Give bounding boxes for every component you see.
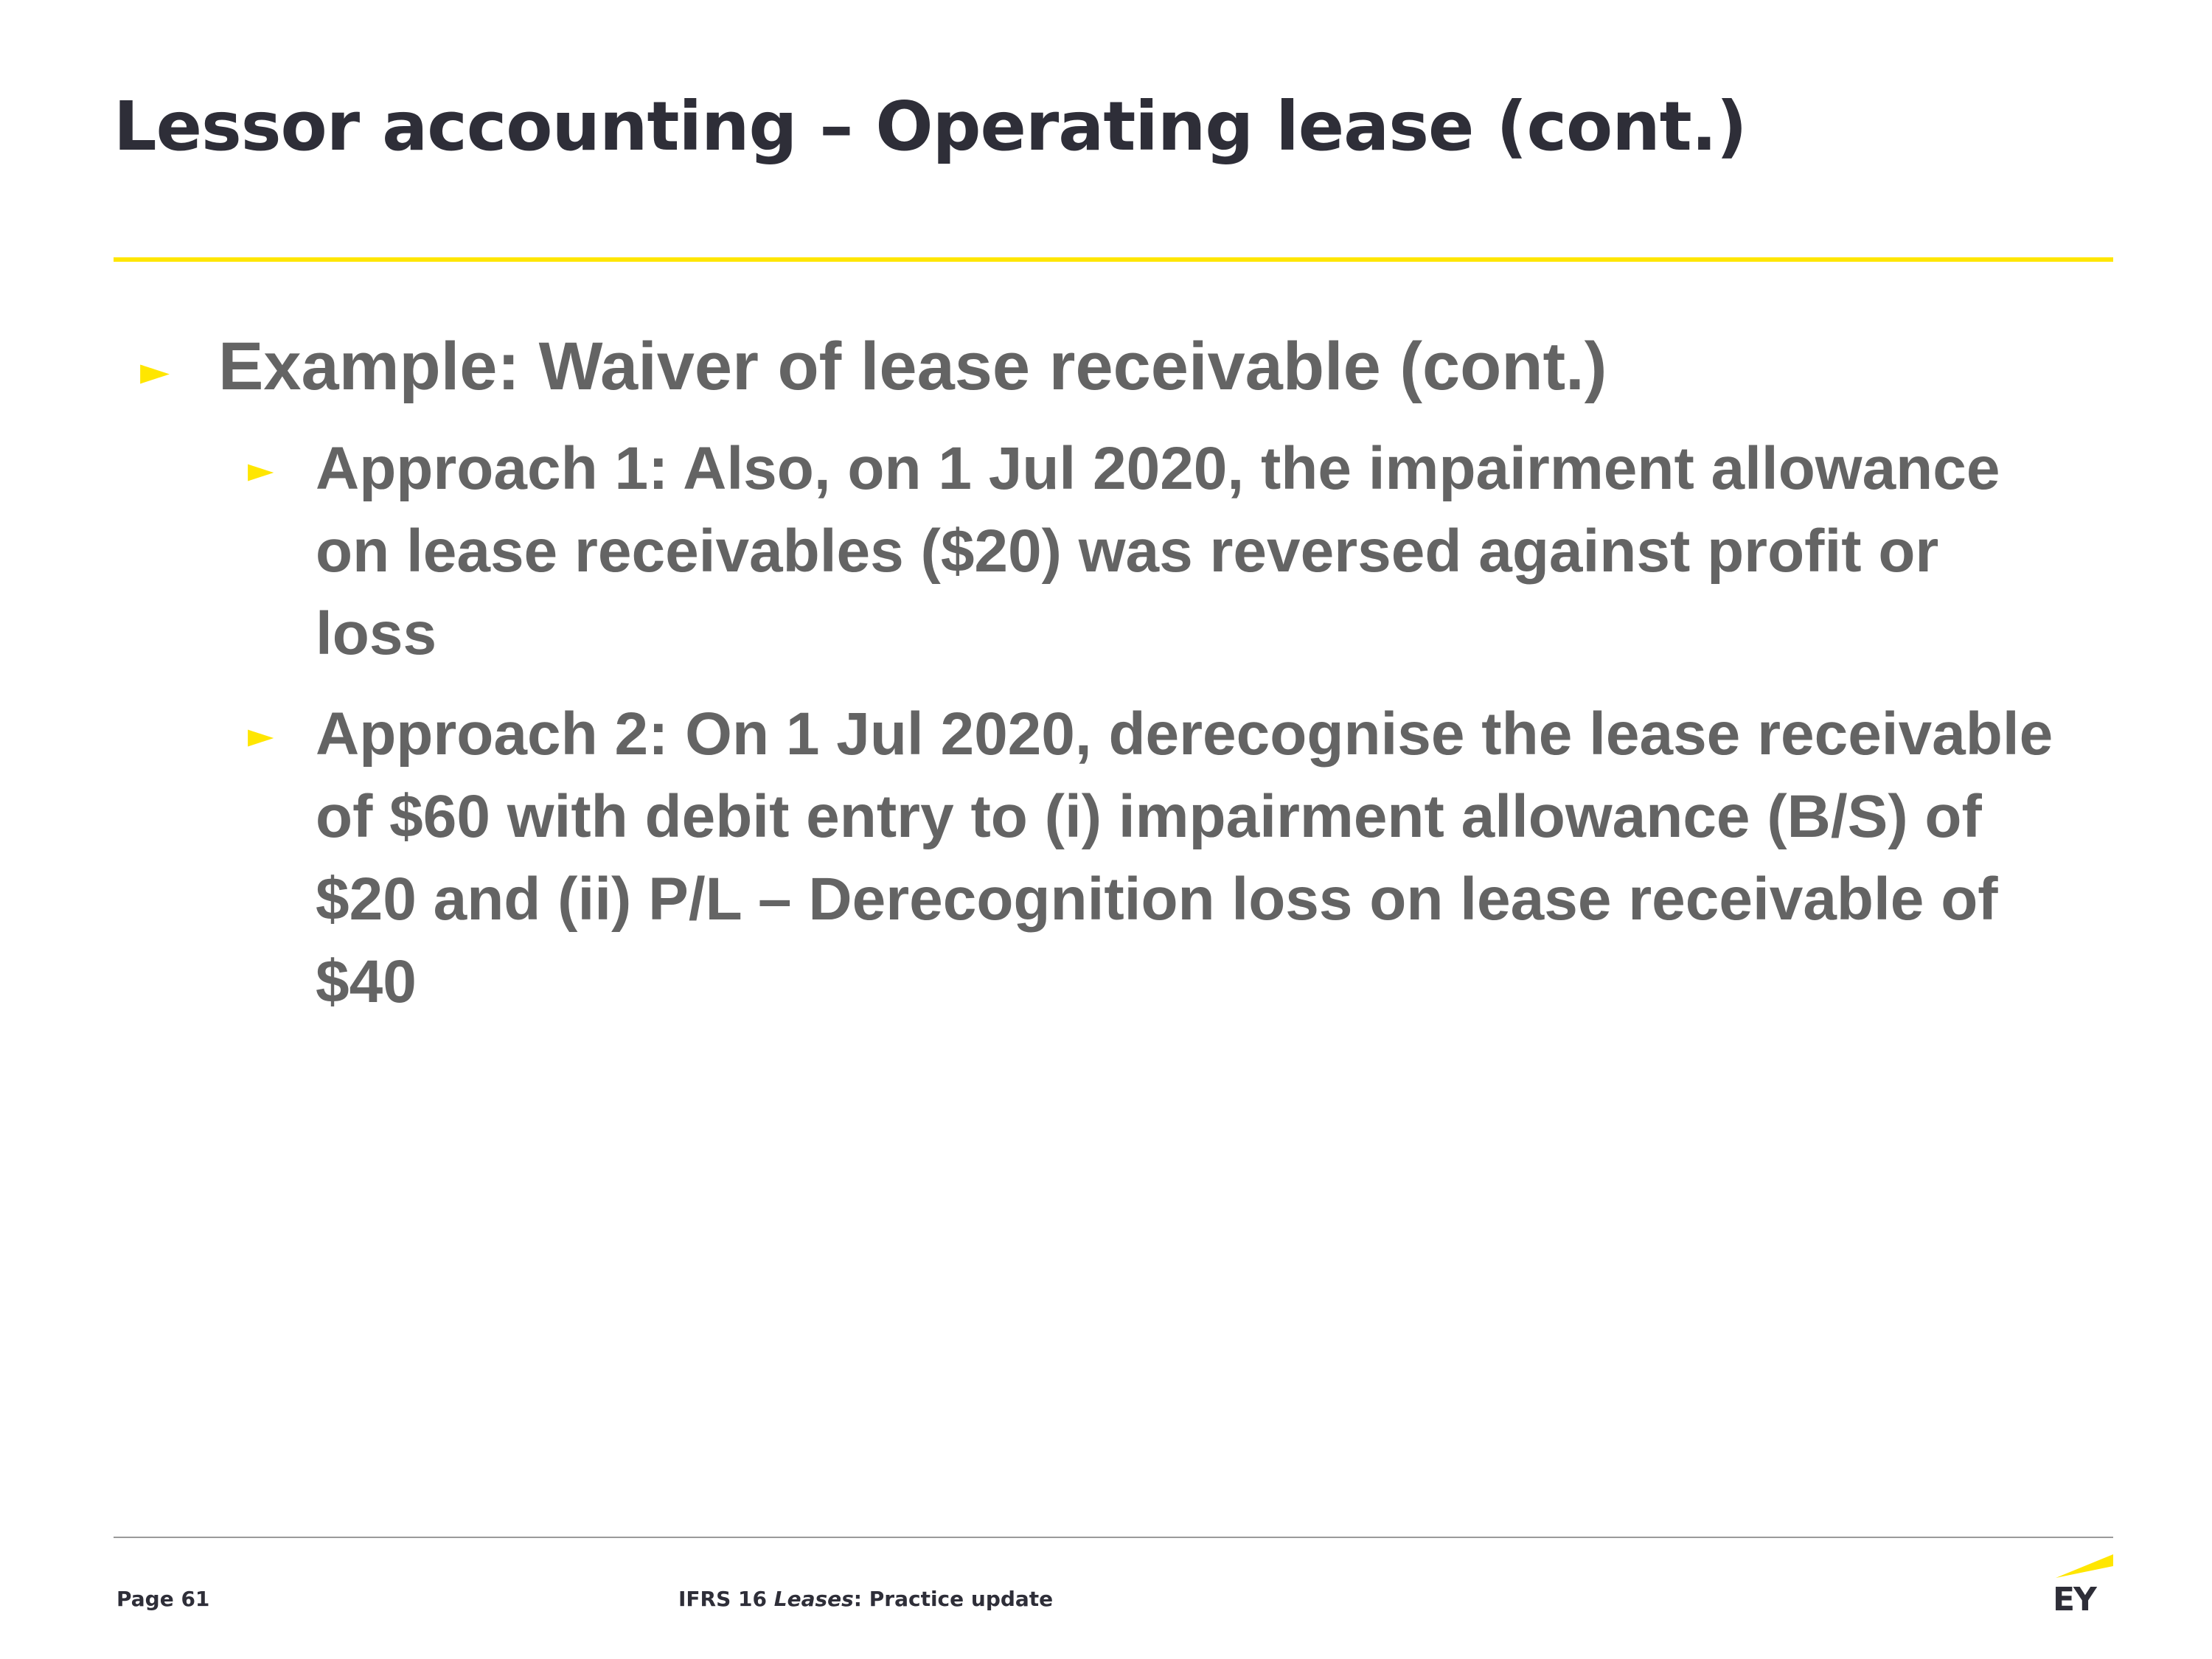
ey-logo-text: EY bbox=[2053, 1581, 2096, 1618]
doc-suffix: : Practice update bbox=[853, 1587, 1054, 1611]
doc-italic: Leases bbox=[773, 1587, 854, 1611]
slide-title: Lessor accounting – Operating lease (cont.) bbox=[114, 87, 1747, 166]
bullet-arrow-icon: ► bbox=[140, 349, 170, 394]
sub-bullet-approach-1 bbox=[248, 428, 2070, 675]
doc-prefix: IFRS 16 bbox=[678, 1587, 774, 1611]
sub-bullet-approach-2 bbox=[248, 693, 2070, 1023]
ey-logo bbox=[2050, 1548, 2116, 1618]
title-divider bbox=[114, 257, 2113, 262]
sub-bullet-text: Approach 2: On 1 Jul 2020, derecognise the lease receivable of $60 with debit entry to (i) impairment allowance (B/S) of $20 and (ii) P/L – Derecognition loss on lease receivable of $40 bbox=[316, 700, 2053, 1015]
sub-bullet-text: Approach 1: Also, on 1 Jul 2020, the impairment allowance on lease receivables ($20) was reversed against profit or loss bbox=[316, 435, 2000, 667]
document-title bbox=[678, 1587, 1053, 1611]
page-number: Page 61 bbox=[116, 1587, 210, 1611]
main-bullet bbox=[140, 324, 1607, 408]
ey-beam-icon bbox=[2050, 1548, 2116, 1585]
footer-divider bbox=[114, 1537, 2113, 1538]
bullet-arrow-icon: ► bbox=[248, 450, 274, 490]
bullet-arrow-icon: ► bbox=[248, 715, 274, 755]
main-bullet-text: Example: Waiver of lease receivable (cont.) bbox=[218, 329, 1607, 404]
